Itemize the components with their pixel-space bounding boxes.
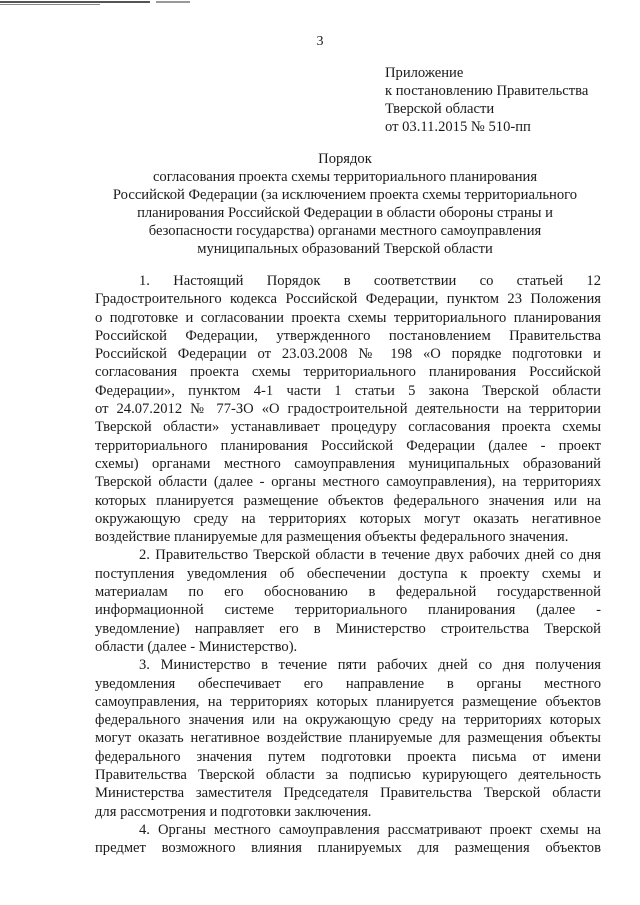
- annex-line: от 03.11.2015 № 510-пп: [385, 119, 531, 135]
- paragraph-line: о подготовке и согласовании проекта схемы территориального планирования: [95, 309, 601, 326]
- paragraph-line: Тверской области» устанавливает процедуру согласования проекта схемы: [95, 419, 601, 436]
- paragraph-line: Министерства заместителя Председателя Правительства Тверской области: [95, 785, 601, 802]
- scan-edge-mark: [0, 1, 150, 3]
- page-number: 3: [316, 34, 324, 49]
- paragraph-line: могут оказать негативное воздействие планируемые для размещения объекты: [95, 730, 601, 747]
- paragraph-line: Градостроительного кодекса Российской Федерации, пунктом 23 Положения: [95, 291, 601, 308]
- scan-edge-mark: [0, 4, 100, 5]
- paragraph-line: от 24.07.2012 № 77-ЗО «О градостроительной деятельности на территории: [95, 401, 601, 418]
- paragraph-3: [95, 656, 601, 821]
- document-title: [90, 150, 600, 258]
- paragraph-line: области (далее - Министерство).: [95, 638, 298, 655]
- paragraph-line: Российской Федерации от 23.03.2008 № 198 «О порядке подготовки и: [95, 346, 601, 363]
- paragraph-line: территориального планирования Российской Федерации (далее - проект: [95, 437, 601, 454]
- paragraph-line: уведомления обеспечивает его направление в органы местного: [95, 675, 601, 692]
- annex-line: Тверской области: [385, 101, 495, 117]
- paragraph-line: которых планируется размещение объектов федерального значения или на: [95, 492, 601, 509]
- paragraph-line: самоуправления, на территориях которых планируется размещение объектов: [95, 693, 601, 710]
- title-line: согласования проекта схемы территориального планирования: [152, 169, 538, 185]
- paragraph-line: информационной системе территориального планирования (далее -: [95, 602, 601, 619]
- paragraph-1: [95, 272, 601, 546]
- paragraph-line: федерального значения путем подготовки проекта письма от имени: [95, 748, 601, 765]
- paragraph-line: поступления уведомления об обеспечении доступа к проекту схемы и: [95, 565, 601, 582]
- paragraph-line: предмет возможного влияния планируемых для размещения объектов: [95, 840, 601, 857]
- title-line: муниципальных образований Тверской области: [197, 241, 493, 257]
- paragraph-line: воздействие планируемые для размещения объекты федерального значения.: [95, 529, 569, 546]
- paragraph-line: 3. Министерство в течение пяти рабочих дней со дня получения: [139, 657, 601, 674]
- paragraph-line: федерального значения или на окружающую среду на территориях которых: [95, 712, 601, 729]
- paragraph-line: 4. Органы местного самоуправления рассматривают проект схемы на: [139, 821, 601, 838]
- title-line: планирования Российской Федерации в области обороны страны и: [137, 205, 553, 221]
- paragraph-line: схемы) органами местного самоуправления муниципальных образований: [95, 455, 601, 472]
- annex-header: [385, 64, 588, 136]
- paragraph-line: для рассмотрения и подготовки заключения.: [95, 803, 372, 820]
- paragraph-line: согласования проекта схемы территориального планирования Российской: [95, 364, 601, 381]
- paragraph-line: окружающую среду на территориях которых могут оказать негативное: [95, 510, 601, 527]
- paragraph-line: материалам по его обоснованию в федеральной государственной: [95, 584, 601, 601]
- paragraph-line: Правительства Тверской области за подписью курирующего деятельность: [95, 767, 601, 784]
- paragraph-line: Тверской области (далее - органы местного самоуправления), на территориях: [95, 474, 601, 491]
- paragraph-line: Федерации», пунктом 4-1 части 1 статьи 5 закона Тверской области: [95, 382, 601, 399]
- annex-line: Приложение: [385, 65, 464, 81]
- paragraph-2: [95, 546, 601, 656]
- title-line: безопасности государства) органами местного самоуправления: [148, 223, 542, 239]
- paragraph-4: [95, 821, 601, 858]
- scan-edge-mark: [156, 1, 190, 3]
- annex-line: к постановлению Правительства: [385, 83, 589, 99]
- paragraph-line: 2. Правительство Тверской области в течение двух рабочих дней со дня: [139, 547, 601, 564]
- paragraph-line: Российской Федерации, утвержденного постановлением Правительства: [95, 327, 601, 344]
- title-heading: Порядок: [318, 151, 372, 167]
- paragraph-line: уведомление) направляет его в Министерство строительства Тверской: [95, 620, 601, 637]
- document-body: [95, 272, 601, 858]
- paragraph-line: 1. Настоящий Порядок в соответствии со статьей 12: [139, 273, 601, 289]
- title-line: Российской Федерации (за исключением проекта схемы территориального: [112, 187, 578, 203]
